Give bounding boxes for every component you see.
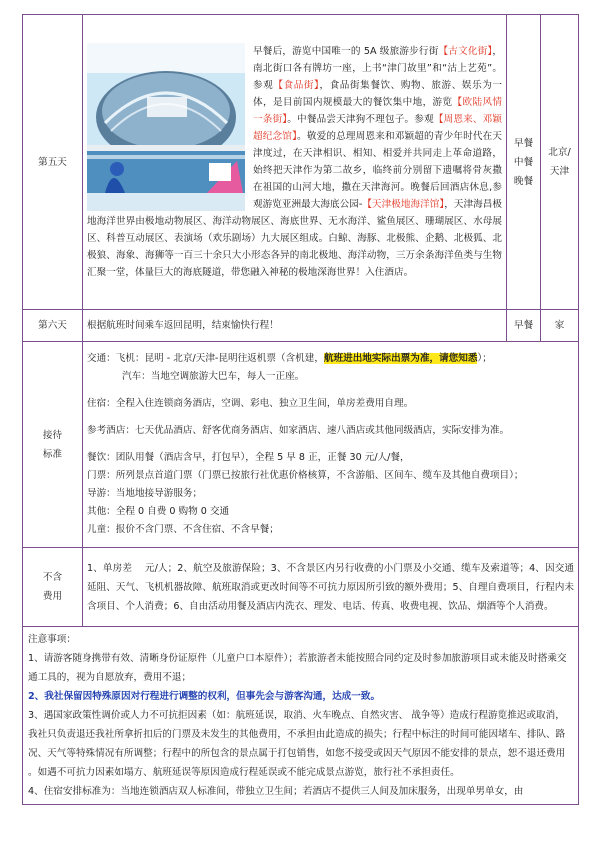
traffic-highlight: 航班进出地实际出票为准，请您知悉 xyxy=(323,353,478,364)
notice-row xyxy=(23,627,579,805)
tickets-line: 门票：所列景点首道门票（门票已按旅行社优惠价格核算，不含游船、区间车、缆车及其他自费项目）； xyxy=(87,470,524,481)
day5-text-segment: 。中餐品尝天津狗不理包子。参观 xyxy=(287,114,434,125)
attraction-name: 【周恩来、邓颖超纪念馆】 xyxy=(253,114,503,142)
day5-meal-item: 早餐 xyxy=(513,137,534,149)
day5-text-segment: ，天津海昌极地海洋世界由极地动物展区、海洋动物展区、海底世界、无水海洋、鲨鱼展区、珊瑚展区、水母展区、科普互动展区、表演场（欢乐剧场）九大展区组成。白鲸、海豚、北极熊、企鹅、北极狐、北极狼、海象、海狮等一百三十余只大小形态各异的南北极地、海洋动物，三万余条海洋鱼类与生物汇聚一堂，体量巨大的海底隧道，带您融入神秘的极地深海世界！入住酒店。 xyxy=(87,199,502,278)
excluded-label-line1: 不含 xyxy=(42,572,63,583)
day5-text-segment: ，食品街集餐饮、购物、旅游、娱乐为一体，是目前国内规模最大的餐饮集中地，游览 xyxy=(253,80,503,108)
excluded-label-line2: 费用 xyxy=(42,591,63,602)
reception-label-line2: 标准 xyxy=(42,448,63,460)
notice-title: 注意事项： xyxy=(28,634,76,645)
reception-label xyxy=(23,342,83,548)
day5-meals xyxy=(507,15,541,310)
attraction-name: 【食品街】 xyxy=(273,80,320,91)
day5-text-segment: 早餐后，游览中国唯一的 5A 级旅游步行街 xyxy=(253,46,439,57)
traffic-prefix: 交通：飞机：昆明 - 北京/天津-昆明往返机票（含机建， xyxy=(87,353,324,364)
traffic-line xyxy=(87,350,574,368)
day5-description xyxy=(83,15,507,310)
reception-row xyxy=(23,342,579,548)
excluded-row xyxy=(23,548,579,627)
attraction-name: 【欧陆风情一条街】 xyxy=(253,97,503,125)
notice-item-3: 3、遇国家政策性调价或人力不可抗拒因素（如：航班延误，取消、火车晚点、自然灾害、 战争等）造成行程游览推迟或取消，我社只负责退还我社所拿折扣后的门票及未发生的其他费用，不承担由此造成的损失；行程中标注的时间可能因堵车、排队、路况、天气等特殊情况有所调整；行程中的所包含的景点属于打包销售，如您不接受或因天气原因不能安排的景点，恕不退还费用 。如遇不可抗力因素如塌方、航班延误等原因造成行程延误或不能完成景点游览，旅行社不承担责任。 xyxy=(28,710,566,778)
day6-label: 第六天 xyxy=(23,310,83,342)
reception-details xyxy=(83,342,579,548)
day6-city: 家 xyxy=(541,310,579,342)
itinerary-table xyxy=(22,14,579,805)
excluded-details: 1、单房差 元/人；2、航空及旅游保险；3、不含景区内另行收费的小门票及小交通、缆车及索道等；4、因交通延阻、天气、飞机机器故障、航班取消或更改时间等不可抗力原因所引致的额外费用；5、自理自费项目，行程内未含项目、个人消费；6、自由活动用餐及酒店内洗衣、理发、电话、传真、收费电视、饮品、烟酒等个人消费。 xyxy=(83,548,579,627)
bus-line: 汽车：当地空调旅游大巴车，每人一正座。 xyxy=(122,371,305,382)
day5-text-segment: 。敬爱的总理周恩来和邓颖超的青少年时代在天津度过，在天津相识、相知、相爱并共同走上革命道路，始终把天津作为第二故乡，临终前分别留下遗嘱将骨灰撒在祖国的山河大地，撒在天津海河。晚餐后回酒店休息,参观游览亚洲最大海底公园- xyxy=(253,131,503,210)
reception-label-line1: 接待 xyxy=(42,429,63,441)
day6-description: 根据航班时间乘车返回昆明，结束愉快行程！ xyxy=(83,310,507,342)
day5-label: 第五天 xyxy=(23,15,83,310)
day5-city xyxy=(541,15,579,310)
day6-meal: 早餐 xyxy=(507,310,541,342)
day6-row xyxy=(23,310,579,342)
attraction-name: 【天津极地海洋馆】 xyxy=(362,199,445,210)
ref-hotel-line: 参考酒店：七天优品酒店、舒客优商务酒店、如家酒店、速八酒店或其他同级酒店，实际安排为准。 xyxy=(87,425,510,436)
day5-city-line1: 北京/ xyxy=(548,147,571,158)
notice-item-1: 1、请游客随身携带有效、清晰身份证原件（儿童户口本原件）；若旅游者未能按照合同约定及时参加旅游项目或未能及时搭乘交通工具的，视为自愿放弃，费用不退； xyxy=(28,653,567,683)
hotel-line: 住宿：全程入住连锁商务酒店，空调、彩电、独立卫生间，单房差费用自理。 xyxy=(87,398,414,409)
meals-line: 餐饮：团队用餐（酒店含早，打包早），全程 5 早 8 正，正餐 30 元/人/餐， xyxy=(87,452,410,463)
ocean-park-photo xyxy=(87,43,245,211)
notice-item-2: 2、我社保留因特殊原因对行程进行调整的权利，但事先会与游客沟通，达成一致。 xyxy=(28,691,381,702)
itinerary-page xyxy=(22,14,578,805)
child-line: 儿童：报价不含门票、不含住宿、不含早餐； xyxy=(87,524,279,535)
other-line: 其他：全程 0 自费 0 购物 0 交通 xyxy=(87,506,230,517)
notice-item-4: 4、住宿安排标准为：当地连锁酒店双人标准间，带独立卫生间；若酒店不提供三人间及加床服务，出现单男单女，由 xyxy=(28,786,524,797)
guide-line: 导游：当地地接导游服务； xyxy=(87,488,203,499)
day5-row xyxy=(23,15,579,310)
excluded-label xyxy=(23,548,83,627)
notice-details xyxy=(23,627,579,805)
attraction-name: 【古文化街】 xyxy=(438,46,493,57)
polar-ocean-world-image xyxy=(87,43,245,211)
traffic-suffix: ）； xyxy=(477,353,492,364)
day5-text-segment: ，南北街口各有牌坊一座，上书“津门故里”和“沽上艺苑”。参观 xyxy=(253,46,503,91)
day5-meal-item: 中餐 xyxy=(513,156,534,168)
day5-meal-item: 晚餐 xyxy=(513,175,534,187)
day5-city-line2: 天津 xyxy=(549,166,570,177)
